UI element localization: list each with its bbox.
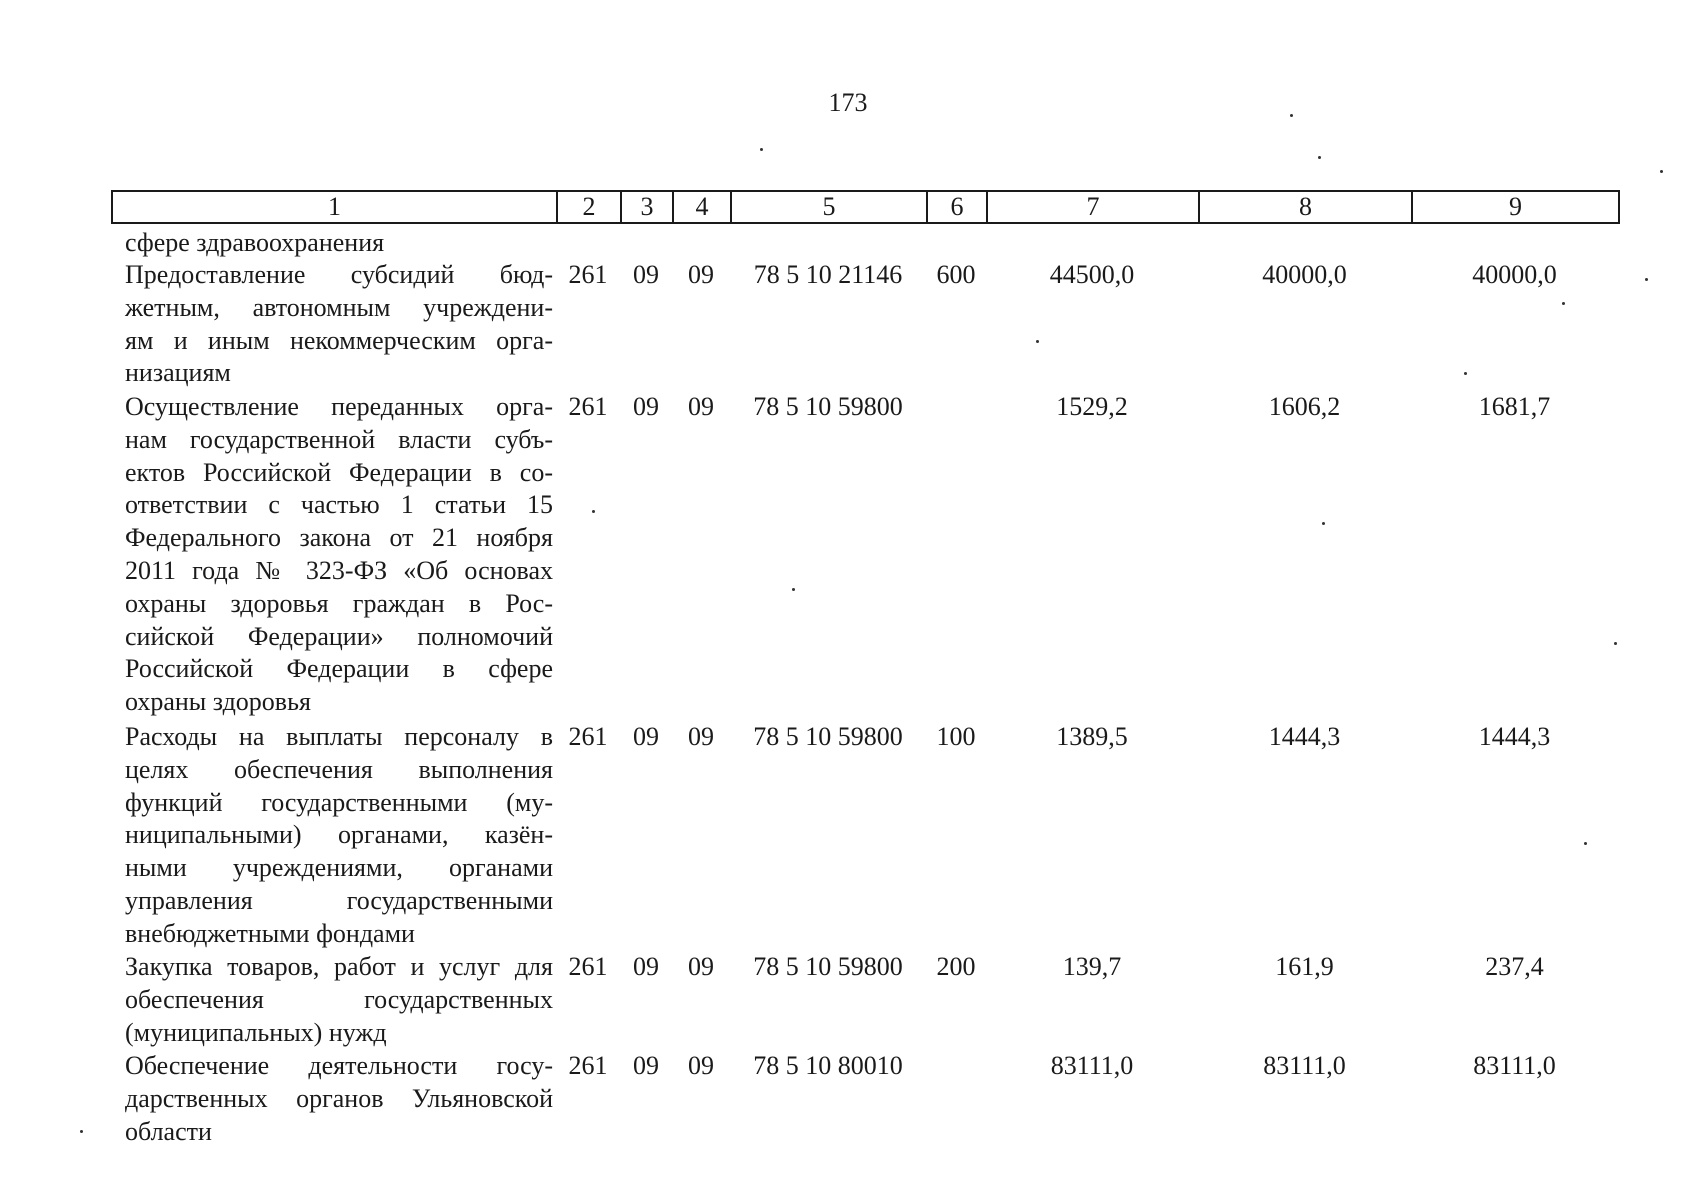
column-header-5: 5 [731,191,927,223]
scan-speck [1562,302,1565,305]
amount-col-8: 1444,3 [1268,722,1341,751]
section-code: 09 [633,952,659,981]
amount-col-9: 1444,3 [1478,722,1551,751]
row-name [125,951,553,1049]
amount-col-7: 139,7 [1062,952,1122,981]
name-line: ям и иным некоммерческим орга- [125,325,553,355]
column-header-8: 8 [1199,191,1412,223]
row-name [125,391,553,719]
name-line: 2011 года № 323-ФЗ «Об основах [125,555,553,585]
name-line: обеспечения государственных [125,984,553,1014]
amount-col-8: 1606,2 [1268,392,1341,421]
target-article-code: 78 5 10 59800 [753,952,903,981]
section-code: 09 [633,392,659,421]
amount-col-7: 83111,0 [1050,1051,1134,1080]
amount-col-7: 1389,5 [1056,722,1128,751]
column-header-9: 9 [1412,191,1619,223]
target-article-code: 78 5 10 59800 [753,722,903,751]
scan-speck [1660,170,1663,173]
name-line: сийской Федерации» полномочий [125,621,553,651]
name-line: нам государственной власти субъ- [125,424,553,454]
name-line: низациям [125,358,231,388]
amount-col-8: 161,9 [1275,952,1334,981]
amount-col-9: 83111,0 [1473,1051,1556,1080]
admin-code: 261 [568,1051,608,1080]
name-line: функций государственными (му- [125,787,553,817]
scan-speck [80,1130,83,1133]
name-line: области [125,1116,212,1146]
expense-type-code: 200 [936,952,976,981]
continuation-text [125,227,553,260]
row-name [125,259,553,390]
amount-col-7: 1529,2 [1056,392,1128,421]
name-line: Закупка товаров, работ и услуг для [125,952,553,981]
admin-code: 261 [568,722,608,751]
name-line: ответствии с частью 1 статьи 15 [125,490,553,520]
row-name [125,1050,553,1148]
section-code: 09 [633,260,659,289]
scan-speck [1584,842,1587,845]
target-article-code: 78 5 10 59800 [753,392,903,421]
name-line: ными учреждениями, органами [125,853,553,883]
name-line: целях обеспечения выполнения [125,754,553,784]
name-line: Предоставление субсидий бюд- [125,260,553,289]
column-header-2: 2 [557,191,621,223]
amount-col-7: 44500,0 [1049,260,1135,289]
name-line: Расходы на выплаты персоналу в [125,722,553,751]
name-line: ниципальными) органами, казён- [125,820,553,850]
name-line: (муниципальных) нужд [125,1017,387,1047]
admin-code: 261 [568,260,608,289]
name-line: сфере здравоохранения [125,228,385,257]
name-line: управления государственными [125,885,553,915]
scan-speck [1614,642,1617,645]
row-name [125,721,553,951]
column-header-row [111,190,1620,224]
expense-type-code: 100 [936,722,976,751]
column-header-4: 4 [673,191,731,223]
admin-code: 261 [568,952,608,981]
subsection-code: 09 [688,952,714,981]
section-code: 09 [633,722,659,751]
page-number: 173 [828,88,868,117]
scan-speck [1464,372,1467,375]
amount-col-8: 83111,0 [1263,1051,1346,1080]
column-header-3: 3 [621,191,673,223]
column-header-6: 6 [927,191,987,223]
scan-speck [592,510,595,513]
subsection-code: 09 [688,260,714,289]
amount-col-9: 237,4 [1485,952,1544,981]
target-article-code: 78 5 10 21146 [753,260,903,289]
column-header-7: 7 [987,191,1199,223]
name-line: Обеспечение деятельности госу- [125,1051,553,1080]
expense-type-code: 600 [936,260,976,289]
section-code: 09 [633,1051,659,1080]
name-line: внебюджетными фондами [125,918,415,948]
scan-speck [760,148,763,151]
subsection-code: 09 [688,1051,714,1080]
scan-speck [1645,278,1648,281]
name-line: Осуществление переданных орга- [125,392,553,421]
scan-speck [1322,522,1325,525]
amount-col-9: 40000,0 [1472,260,1557,289]
name-line: Российской Федерации в сфере [125,654,553,684]
scan-speck [792,588,795,591]
amount-col-9: 1681,7 [1478,392,1551,421]
column-header-1: 1 [112,191,557,223]
target-article-code: 78 5 10 80010 [753,1051,903,1080]
admin-code: 261 [568,392,608,421]
scan-speck [1036,340,1039,343]
name-line: Федерального закона от 21 ноября [125,523,553,553]
name-line: дарственных органов Ульяновской [125,1083,553,1113]
name-line: охраны здоровья [125,687,311,717]
name-line: охраны здоровья граждан в Рос- [125,588,553,618]
name-line: ектов Российской Федерации в со- [125,457,553,487]
scan-speck [1290,114,1293,117]
subsection-code: 09 [688,722,714,751]
subsection-code: 09 [688,392,714,421]
amount-col-8: 40000,0 [1262,260,1347,289]
scan-speck [1318,156,1321,159]
name-line: жетным, автономным учреждени- [125,292,553,322]
